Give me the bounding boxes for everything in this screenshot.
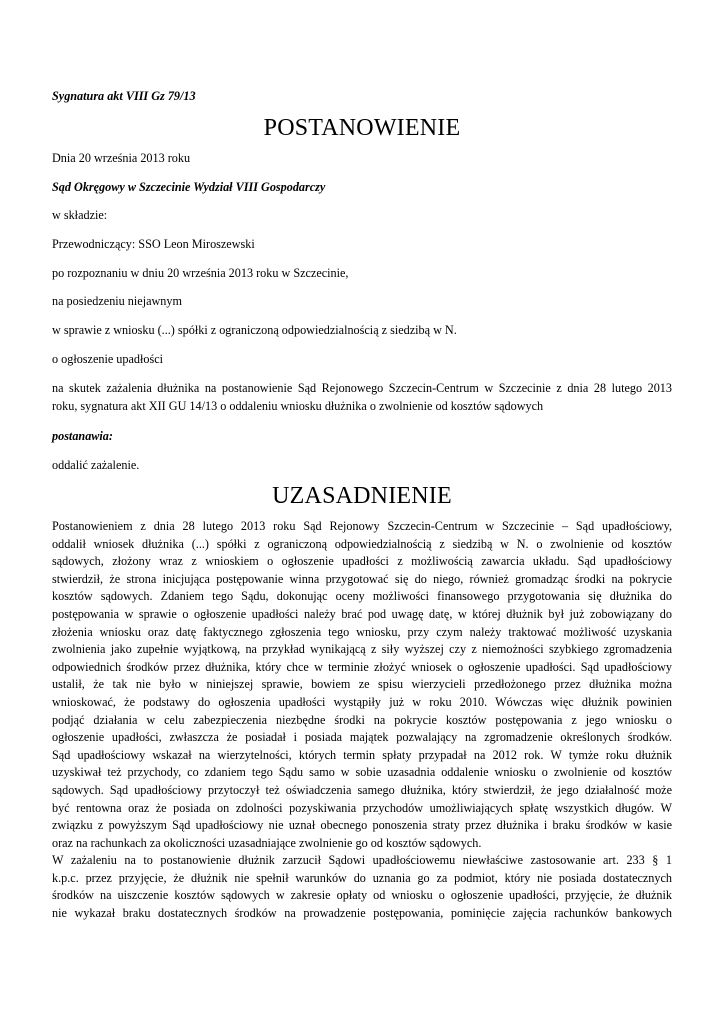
ruling-line: oddalić zażalenie. bbox=[52, 458, 140, 472]
paragraph-line: k.p.c. przez przyjęcie, że dłużnik nie spełnił warunków do uznania go za podmiot, który nie posiada dostatecznych bbox=[52, 870, 672, 885]
composition-label: w składzie: bbox=[52, 208, 108, 222]
paragraph-line: uzyskiwał też przychody, co zdaniem tego Sądu samo w sobie uzasadnia oddalenie wniosku o zwolnienie od kosztów bbox=[52, 765, 672, 780]
case-matter: w sprawie z wniosku (...) spółki z ograniczoną odpowiedzialnością z siedzibą w N. bbox=[52, 323, 457, 337]
paragraph-line: W zażaleniu na to postanowienie dłużnik zarzucił Sądowi upadłościowemu niewłaściwe zastosowanie art. 233 § 1 bbox=[52, 853, 672, 867]
paragraph-line: środków na uiszczenie kosztów sądowych w zakresie opłaty od wniosku o ogłoszenie upadłości, przyjęcie, że dłużnik bbox=[52, 888, 672, 903]
paragraph-line: stwierdził, że strona inicjująca postępowanie winna przygotować się do niego, również gromadząc środki na pokrycie bbox=[52, 571, 672, 586]
subject-line: o ogłoszenie upadłości bbox=[52, 352, 164, 366]
paragraph-line: nie wykazał braku dostatecznych środków na prowadzenie postępowania, pominięcie zajęcia rachunków bankowych bbox=[52, 905, 672, 920]
case-number: Sygnatura akt VIII Gz 79/13 bbox=[52, 89, 196, 103]
paragraph-line: odpowiednich środków przez dłużnika, który chce w terminie złożyć wniosek o ogłoszenie upadłości. Sąd upadłościowy bbox=[52, 659, 672, 674]
decides-label: postanawia: bbox=[52, 429, 113, 443]
paragraph-line: sądowych. Sąd upadłościowy przytoczył też oświadczenia samego dłużnika, który stwierdził, że jego działalność może bbox=[52, 782, 672, 797]
hearing-line: po rozpoznaniu w dniu 20 września 2013 roku w Szczecinie, bbox=[52, 266, 349, 280]
paragraph-line: ustalił, że tak nie było w niniejszej sprawie, bowiem ze spisu wierzycieli przedłożonego przez dłużnika można bbox=[52, 677, 672, 692]
paragraph-line: zwolnienia jako zupełnie wyjątkową, na przykład wynikającą z siły wyższej czy z niemożności szybkiego zgromadzenia bbox=[52, 642, 672, 657]
paragraph-line: wnioskować, że podstawy do ogłoszenia upadłości wystąpiły już w roku 2010. Wówczas więc dłużnik powinien bbox=[52, 694, 672, 709]
justification-paragraph-2 bbox=[52, 852, 672, 922]
paragraph-line: Sąd upadłościowy wskazał na wierzytelności, których termin spłaty przypadał na 2012 rok. W tymże roku dłużnik bbox=[52, 747, 672, 762]
paragraph-line: oddalił wniosek dłużnika (...) spółki z ograniczoną odpowiedzialnością z siedzibą w N. o zwolnienie od kosztów bbox=[52, 536, 672, 551]
paragraph-line: oraz na rachunkach za okoliczności uzasadniające zwolnienie go od kosztów sądowych. bbox=[52, 835, 482, 850]
document-title: POSTANOWIENIE bbox=[263, 115, 461, 141]
court-name: Sąd Okręgowy w Szczecinie Wydział VIII Gospodarczy bbox=[52, 180, 326, 194]
paragraph-line: Postanowieniem z dnia 28 lutego 2013 roku Sąd Rejonowy Szczecin-Centrum w Szczecinie – Sąd upadłościowy, bbox=[52, 519, 672, 533]
session-line: na posiedzeniu niejawnym bbox=[52, 294, 182, 308]
paragraph-line: na skutek zażalenia dłużnika na postanowienie Sąd Rejonowego Szczecin-Centrum w Szczecinie z dnia 28 lutego 2013 bbox=[52, 381, 672, 395]
paragraph-line: być rentowna oraz że posiada on zdolności pozyskiwania przychodów umożliwiających spłatę wszystkich długów. W bbox=[52, 800, 672, 815]
paragraph-line: podjąć działania w celu zabezpieczenia niezbędne środki na pokrycie kosztów postępowania z jego wniosku o bbox=[52, 712, 672, 727]
justification-title: UZASADNIENIE bbox=[272, 483, 452, 509]
paragraph-line: złożenia wniosku oraz datę faktycznego zgłoszenia tego wniosku, przy czym należy traktować możliwość uzyskania bbox=[52, 624, 672, 639]
paragraph-line: ogłoszenie upadłości, zwłaszcza że posiadał i posiada majątek pozwalający na zgromadzenie określonych środków. bbox=[52, 730, 672, 745]
paragraph-line: roku, sygnatura akt XII GU 14/13 o oddaleniu wniosku dłużnika o zwolnienie od kosztów sądowych bbox=[52, 398, 544, 413]
justification-paragraph-1 bbox=[52, 518, 672, 852]
date-line: Dnia 20 września 2013 roku bbox=[52, 151, 191, 165]
paragraph-line: związku z powyższym Sąd upadłościowy nie uznał obecnego ponoszenia straty przez dłużnika i braku środków w kasie bbox=[52, 818, 672, 833]
paragraph-line: postępowania w sprawie o ogłoszenie upadłości należy brać pod uwagę datę, w której dłużnik był już zobowiązany do bbox=[52, 606, 672, 621]
appeal-paragraph bbox=[52, 380, 672, 415]
chairman: Przewodniczący: SSO Leon Miroszewski bbox=[52, 237, 255, 251]
paragraph-line: sądowych, złożony wraz z wnioskiem o ogłoszenie upadłości z możliwością zawarcia układu. Sąd upadłościowy bbox=[52, 554, 672, 569]
paragraph-line: kosztów sądowych. Zdaniem tego Sądu, dokonując oceny możliwości finansowego przygotowania się dłużnika do bbox=[52, 589, 672, 604]
